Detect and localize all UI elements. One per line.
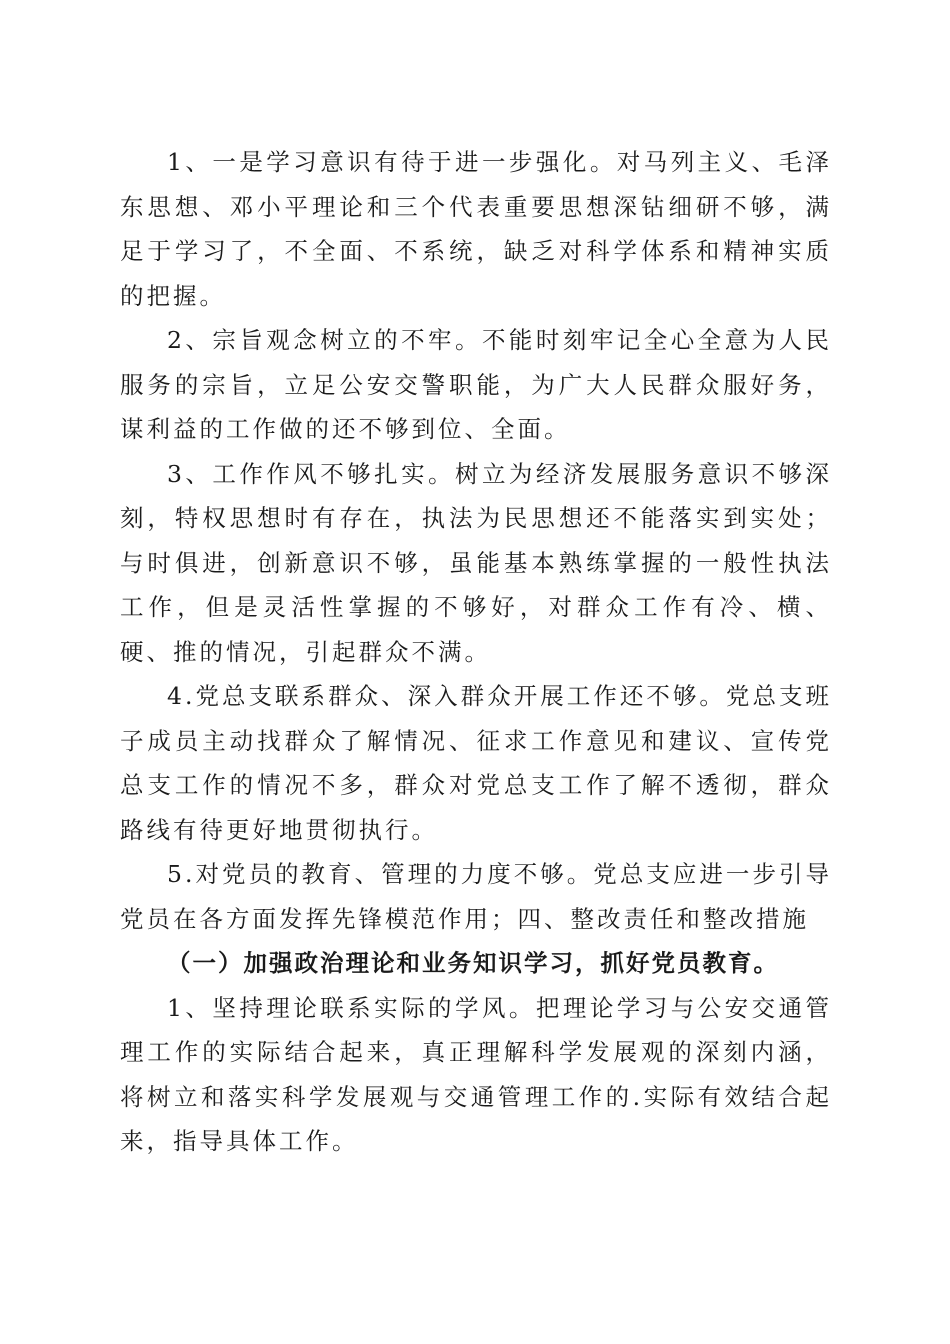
document-body (120, 140, 832, 1164)
paragraph-contact-masses: 4.党总支联系群众、深入群众开展工作还不够。党总支班子成员主动找群众了解情况、征求工作意见和建议、宣传党总支工作的情况不多，群众对党总支工作了解不透彻，群众路线有待更好地贯彻执行。 (120, 682, 832, 844)
paragraph-service-purpose: 2、宗旨观念树立的不牢。不能时刻牢记全心全意为人民服务的宗旨，立足公安交警职能，为广大人民群众服好务，谋利益的工作做的还不够到位、全面。 (120, 326, 832, 443)
paragraph-party-education: 5.对党员的教育、管理的力度不够。党总支应进一步引导党员在各方面发挥先锋模范作用；四、整改责任和整改措施 (120, 860, 832, 933)
paragraph-theory-practice: 1、坚持理论联系实际的学风。把理论学习与公安交通管理工作的实际结合起来，真正理解科学发展观的深刻内涵，将树立和落实科学发展观与交通管理工作的.实际有效结合起来，指导具体工作。 (120, 993, 832, 1155)
paragraph-work-style: 3、工作作风不够扎实。树立为经济发展服务意识不够深刻，特权思想时有存在，执法为民思想还不能落实到实处；与时俱进，创新意识不够，虽能基本熟练掌握的一般性执法工作，但是灵活性掌握的不够好，对群众工作有冷、横、硬、推的情况，引起群众不满。 (120, 459, 832, 666)
section-heading-study: （一）加强政治理论和业务知识学习，抓好党员教育。 (167, 949, 779, 977)
paragraph-study-awareness: 1、一是学习意识有待于进一步强化。对马列主义、毛泽东思想、邓小平理论和三个代表重要思想深钻细研不够，满足于学习了，不全面、不系统，缺乏对科学体系和精神实质的把握。 (120, 148, 832, 310)
